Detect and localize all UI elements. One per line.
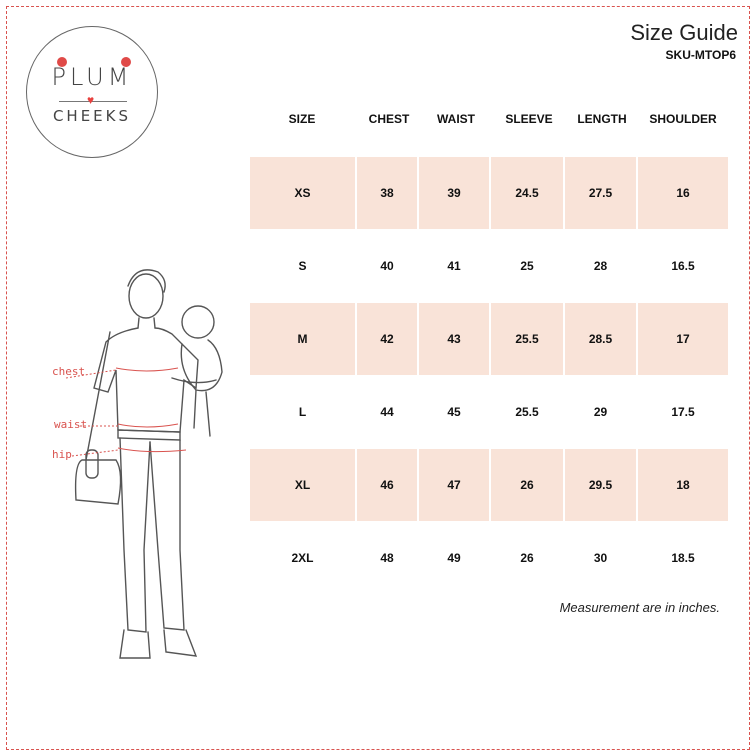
cell-size: XS [294,186,311,200]
cell-size: L [298,405,307,419]
col-header-size: SIZE [288,112,316,126]
cell-length: 27.5 [588,186,613,200]
units-note: Measurement are in inches. [559,600,720,615]
col-header-sleeve: SLEEVE [505,112,553,126]
cell-sleeve: 25 [520,259,534,273]
cell-waist: 43 [447,332,461,346]
cell-size: 2XL [291,551,314,565]
cell-length: 28.5 [588,332,613,346]
sku-code: SKU-MTOP6 [665,48,736,62]
cell-waist: 39 [447,186,461,200]
cell-waist: 41 [447,259,461,273]
parent-child-illustration [46,260,246,670]
cell-shoulder: 18 [676,478,690,492]
heart-icon: ♥ [87,93,95,107]
brand-logo [26,26,158,158]
cell-chest: 46 [380,478,394,492]
chest-label: chest [52,365,86,378]
cell-chest: 44 [380,405,394,419]
col-header-shoulder: SHOULDER [649,112,717,126]
cell-size: M [297,332,308,346]
cell-size: S [298,259,307,273]
cell-waist: 45 [447,405,461,419]
cell-sleeve: 26 [520,478,534,492]
cell-shoulder: 17.5 [671,405,695,419]
cell-length: 28 [593,259,608,273]
col-header-waist: WAIST [437,112,475,126]
cell-chest: 42 [380,332,394,346]
cell-sleeve: 26 [520,551,534,565]
hip-label: hip [52,448,72,461]
cell-sleeve: 24.5 [515,186,539,200]
cell-waist: 47 [447,478,461,492]
cell-chest: 40 [380,259,394,273]
person-sketch [46,260,246,670]
cell-length: 29.5 [588,478,613,492]
page-title: Size Guide [630,20,738,45]
cell-shoulder: 16 [676,186,690,200]
cell-shoulder: 16.5 [671,259,695,273]
cell-chest: 48 [380,551,394,565]
cell-waist: 49 [447,551,461,565]
cell-chest: 38 [380,186,394,200]
cell-sleeve: 25.5 [515,405,539,419]
logo-word-cheeks: CHEEKS [52,107,132,125]
cell-size: XL [294,478,311,492]
cell-length: 30 [593,551,608,565]
col-header-length: LENGTH [577,112,627,126]
logo-word-plum: PLUM [51,63,133,91]
waist-label: waist [54,418,88,431]
cell-length: 29 [593,405,608,419]
cell-sleeve: 25.5 [515,332,539,346]
cell-shoulder: 17 [676,332,690,346]
cell-shoulder: 18.5 [671,551,695,565]
col-header-chest: CHEST [368,112,410,126]
